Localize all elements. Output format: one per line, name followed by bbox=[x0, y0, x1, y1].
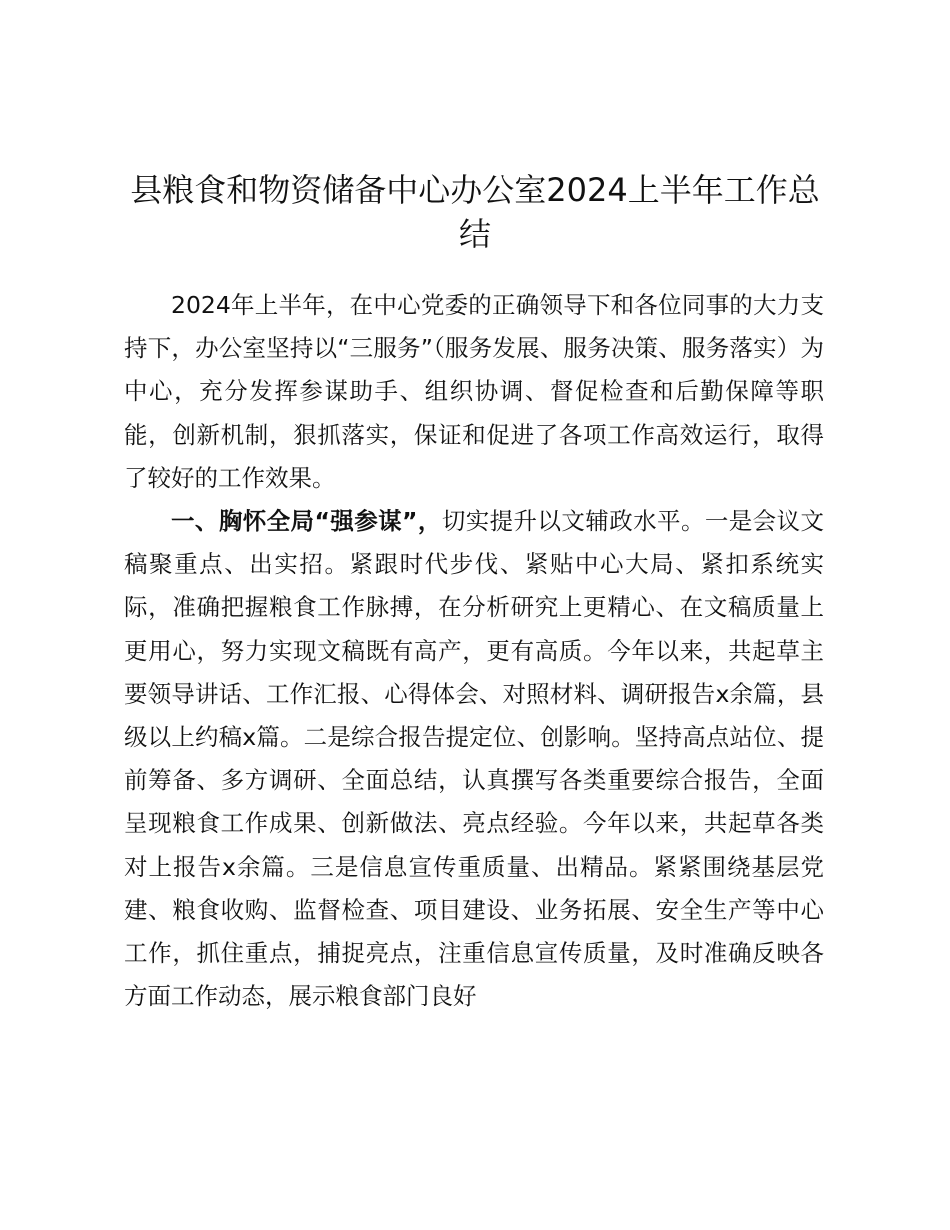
section-text: 切实提升以文辅政水平。一是会议文稿聚重点、出实招。紧跟时代步伐、紧贴中心大局、紧扣系统实际，准确把握粮食工作脉搏，在分析研究上更精心、在文稿质量上更用心，努力实现文稿既有高产，更有高质。今年以来，共起草主要领导讲话、工作汇报、心得体会、对照材料、调研报告x余篇，县级以上约稿x篇。二是综合报告提定位、创影响。坚持高点站位、提前筹备、多方调研、全面总结，认真撰写各类重要综合报告，全面呈现粮食工作成果、创新做法、亮点经验。今年以来，共起草各类对上报告x余篇。三是信息宣传重质量、出精品。紧紧围绕基层党建、粮食收购、监督检查、项目建设、业务拓展、安全生产等中心工作，抓住重点，捕捉亮点，注重信息宣传质量，及时准确反映各方面工作动态，展示粮食部门良好 bbox=[124, 507, 824, 1011]
section-heading: 一、胸怀全局“强参谋”， bbox=[171, 507, 442, 536]
document-title: 县粮食和物资储备中心办公室2024上半年工作总结 bbox=[130, 171, 820, 253]
section-paragraph bbox=[124, 500, 824, 1018]
intro-paragraph: 2024年上半年，在中心党委的正确领导下和各位同事的大力支持下，办公室坚持以“三服务”（服务发展、服务决策、服务落实）为中心，充分发挥参谋助手、组织协调、督促检查和后勤保障等职能，创新机制，狠抓落实，保证和促进了各项工作高效运行，取得了较好的工作效果。 bbox=[124, 291, 824, 492]
document-body bbox=[124, 284, 824, 1018]
